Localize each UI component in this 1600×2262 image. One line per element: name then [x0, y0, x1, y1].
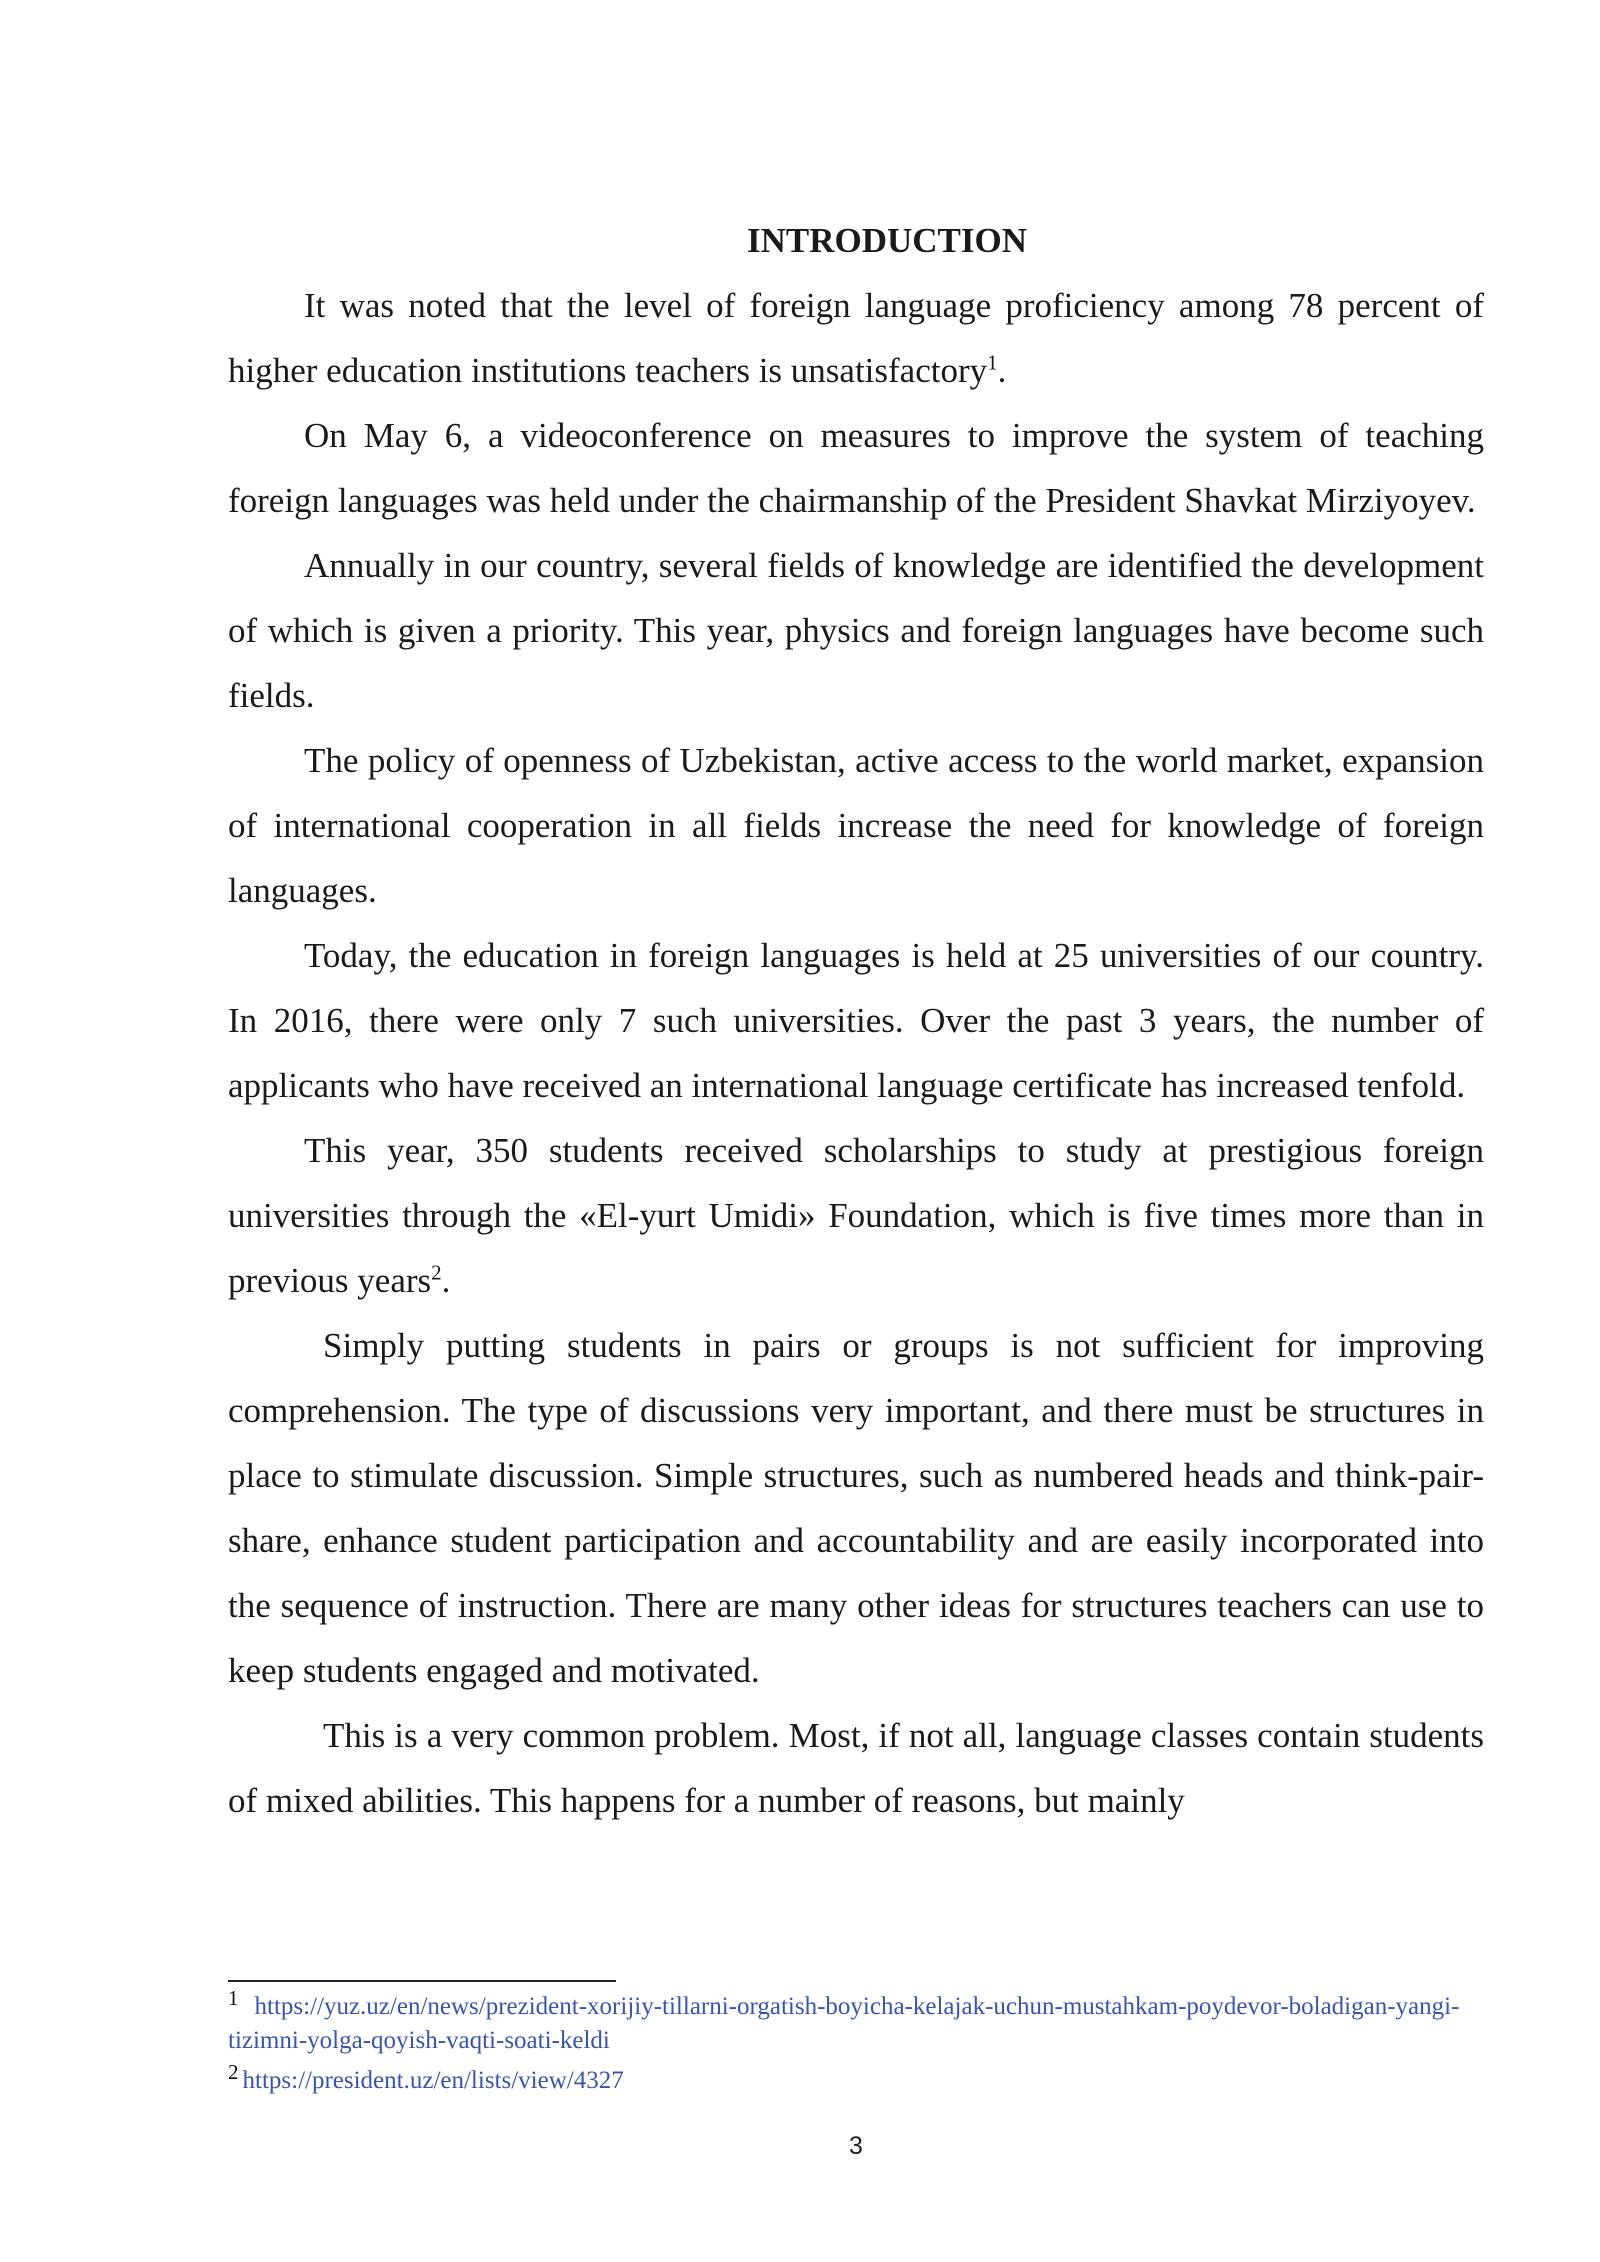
page-number: 3: [849, 2132, 863, 2160]
page-title: INTRODUCTION: [746, 221, 1028, 260]
footnotes: [228, 1985, 1488, 2098]
paragraph-text: This year, 350 students received scholarships to study at prestigious foreign universities through the «El-yurt Umidi» Foundation, which is five times more than in previous years: [228, 1131, 1484, 1300]
paragraph-5: [228, 923, 1484, 1118]
footnote-number: 2: [228, 2059, 239, 2084]
footnote-ref-1[interactable]: 1: [987, 350, 998, 375]
paragraph-7: [228, 1313, 1484, 1703]
paragraph-text: This is a very common problem. Most, if not all, language classes contain students of mixed abilities. This happens for a number of reasons, but mainly: [228, 1716, 1484, 1820]
paragraph-2: [228, 403, 1484, 533]
footnote-ref-2[interactable]: 2: [431, 1260, 442, 1285]
paragraph-text: Today, the education in foreign languages is held at 25 universities of our country. In 2016, there were only 7 such universities. Over the past 3 years, the number of applicants who have received an international language certificate has increased tenfold.: [228, 936, 1484, 1105]
footnote-1: [228, 1985, 1488, 2058]
paragraph-text: On May 6, a videoconference on measures to improve the system of teaching foreign languages was held under the chairmanship of the President Shavkat Mirziyoyev.: [228, 416, 1484, 520]
paragraph-text: Simply putting students in pairs or groups is not sufficient for improving comprehension. The type of discussions very important, and there must be structures in place to stimulate discussion. Simple structures, such as numbered heads and think-pair-share, enhance student participation and accountability and are easily incorporated into the sequence of instruction. There are many other ideas for structures teachers can use to keep students engaged and motivated.: [228, 1326, 1484, 1690]
footnote-separator: [228, 1980, 616, 1982]
footnote-2: [228, 2059, 1488, 2098]
paragraph-3: [228, 533, 1484, 728]
paragraph-1: [228, 273, 1484, 403]
paragraph-6: [228, 1118, 1484, 1313]
paragraph-4: [228, 728, 1484, 923]
paragraph-tail: .: [997, 351, 1007, 390]
paragraph-text: It was noted that the level of foreign language proficiency among 78 percent of higher education institutions teachers is unsatisfactory: [228, 286, 1484, 390]
footnote-number: 1: [228, 1985, 239, 2010]
paragraph-text: The policy of openness of Uzbekistan, active access to the world market, expansion of international cooperation in all fields increase the need for knowledge of foreign languages.: [228, 741, 1484, 910]
body-text: [228, 208, 1484, 1833]
footnote-link-1[interactable]: https://yuz.uz/en/news/prezident-xorijiy-tillarni-orgatish-boyicha-kelajak-uchun-mustahkam-poydevor-boladigan-yangi-tizimni-yolga-qoyish-vaqti-soati-keldi: [228, 1993, 1460, 2054]
paragraph-text: Annually in our country, several fields of knowledge are identified the development of which is given a priority. This year, physics and foreign languages have become such fields.: [228, 546, 1484, 715]
paragraph-tail: .: [441, 1261, 451, 1300]
paragraph-8: [228, 1703, 1484, 1833]
footnote-link-2[interactable]: https://president.uz/en/lists/view/4327: [242, 2067, 624, 2094]
